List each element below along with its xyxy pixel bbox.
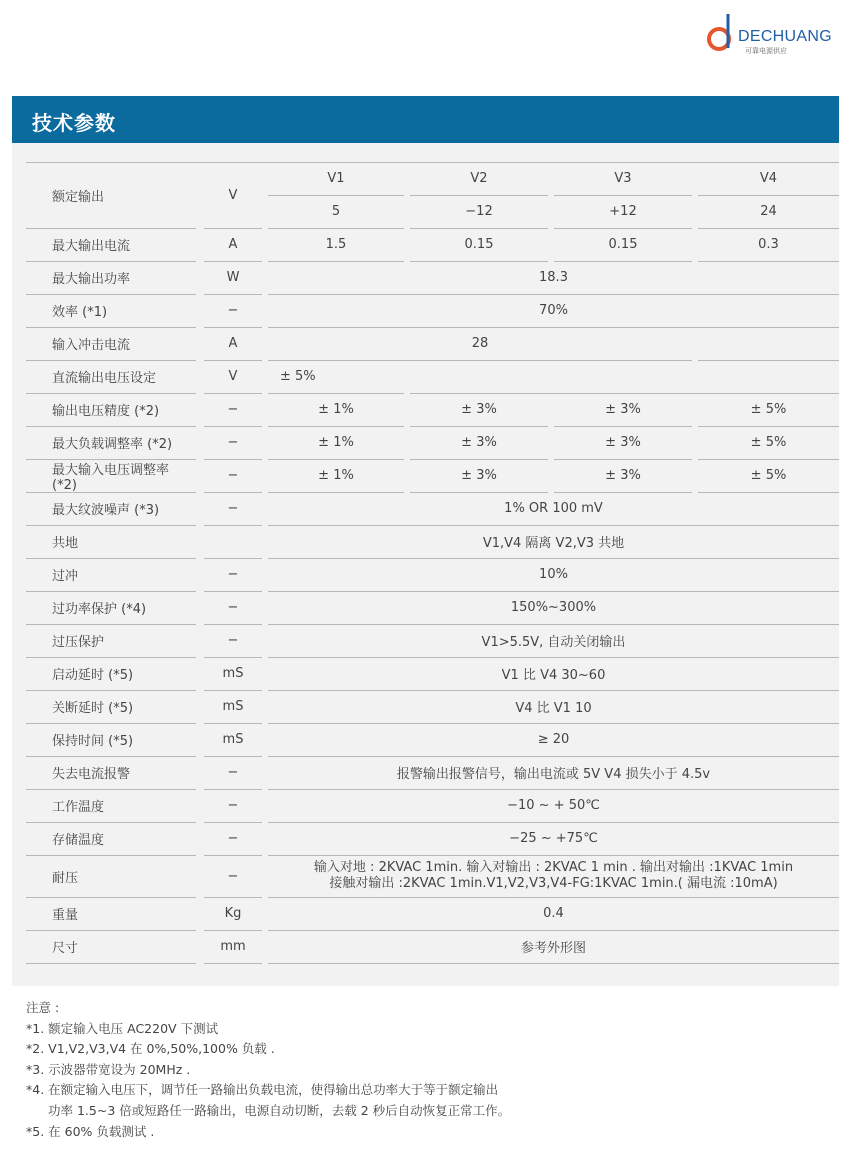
row-label: 过压保护 xyxy=(52,635,105,650)
value-cell: ± 5% xyxy=(750,402,787,417)
value-cell: ± 1% xyxy=(318,435,354,450)
row-unit: Kg xyxy=(224,906,242,921)
value-span: V4 比 V1 10 xyxy=(515,701,592,716)
row-unit: − xyxy=(227,798,239,813)
row-unit: mS xyxy=(222,699,244,714)
row-unit: − xyxy=(227,765,239,780)
value-span: ≥ 20 xyxy=(537,732,570,747)
row-unit: − xyxy=(227,402,239,417)
row-label: 共地 xyxy=(52,536,79,551)
section-header xyxy=(12,96,839,143)
row-label: 保持时间 (*5) xyxy=(52,734,134,749)
row-unit: W xyxy=(226,270,240,285)
value-cell: 0.3 xyxy=(758,237,779,252)
row-label: 最大输出功率 xyxy=(52,272,131,287)
value-span: 报警输出报警信号，输出电流或 5V V4 损失小于 4.5v xyxy=(396,767,711,782)
rated-voltage-value: +12 xyxy=(609,204,637,219)
spec-table xyxy=(12,143,839,986)
value-cell: ± 3% xyxy=(461,468,497,483)
value-cell: ± 5% xyxy=(750,435,787,450)
row-unit: − xyxy=(227,435,239,450)
row-label: 存储温度 xyxy=(52,833,105,848)
row-label: 输入冲击电流 xyxy=(52,338,131,353)
channel-header: V2 xyxy=(470,171,488,186)
channel-header: V4 xyxy=(759,171,778,186)
value-span: 0.4 xyxy=(543,906,564,921)
note-item: *2. V1,V2,V3,V4 在 0%,50%,100% 负载 . xyxy=(26,1041,275,1057)
value-cell: ± 3% xyxy=(461,402,497,417)
row-unit: A xyxy=(228,336,238,351)
logo-brand: DECHUANG xyxy=(738,28,832,45)
row-label: 过功率保护 (*4) xyxy=(52,602,147,617)
value-cell: ± 1% xyxy=(318,468,354,483)
note-item-continuation: 功率 1.5~3 倍或短路任一路输出，电源自动切断，去载 2 秒后自动恢复正常工作。 xyxy=(48,1102,511,1118)
row-unit: − xyxy=(227,831,239,846)
value-cell: ± 3% xyxy=(605,402,641,417)
subrow-divider xyxy=(698,195,839,196)
value-span: 1% OR 100 mV xyxy=(504,501,603,516)
row-unit: − xyxy=(227,501,239,516)
row-divider xyxy=(204,963,262,964)
subrow-divider xyxy=(268,195,404,196)
logo-tagline: 可靠电源供应 xyxy=(745,47,787,55)
value-cell: ± 5% xyxy=(750,468,787,483)
value-span: −25 ~ +75℃ xyxy=(509,831,598,846)
value-cell: 0.15 xyxy=(464,237,494,252)
value-span: V1,V4 隔离 V2,V3 共地 xyxy=(482,536,625,551)
row-label: 耐压 xyxy=(52,870,79,886)
row-label: 过冲 xyxy=(52,569,79,584)
row-unit: mS xyxy=(222,732,244,747)
row-label: 额定输出 xyxy=(52,189,105,205)
value-cell: ± 3% xyxy=(605,435,641,450)
channel-header: V3 xyxy=(614,171,632,186)
value-span: 70% xyxy=(539,303,568,318)
row-unit: V xyxy=(228,369,238,384)
subrow-divider xyxy=(554,195,692,196)
row-label: 效率 (*1) xyxy=(52,305,108,320)
row-label: 直流输出电压设定 xyxy=(52,371,157,386)
row-unit: mm xyxy=(220,939,246,954)
row-label: 最大纹波噪声 (*3) xyxy=(52,503,160,518)
row-unit: A xyxy=(228,237,238,252)
row-label: 尺寸 xyxy=(52,941,79,956)
row-label: 工作温度 xyxy=(52,800,105,815)
value-cell: 1.5 xyxy=(325,237,347,252)
notes xyxy=(26,998,510,1142)
section-title: 技术参数 xyxy=(32,111,116,135)
channel-header: V1 xyxy=(327,171,345,186)
rated-voltage-value: −12 xyxy=(465,204,493,219)
value-span: 28 xyxy=(471,336,489,351)
value-span: V1>5.5V, 自动关闭输出 xyxy=(481,635,626,650)
value-span: 10% xyxy=(539,567,568,582)
value-span: V1 比 V4 30~60 xyxy=(501,668,606,683)
rated-voltage-value: 5 xyxy=(331,204,341,219)
note-item: *3. 示波器带宽设为 20MHz . xyxy=(26,1061,191,1077)
value-span-multiline: 输入对地 : 2KVAC 1min. 输入对输出 : 2KVAC 1 min . 输出对输出 :1KVAC 1min 接触对输出 :2KVAC 1min.V1,V2,V3,V4-FG:1KVAC 1min.( 漏电流 :10mA) xyxy=(313,860,794,891)
row-label: 关断延时 (*5) xyxy=(52,701,134,716)
row-unit: − xyxy=(227,468,239,483)
row-unit: − xyxy=(227,633,239,648)
value-cell: 0.15 xyxy=(608,237,638,252)
note-item: *4. 在额定输入电压下，调节任一路输出负载电流，使得输出总功率大于等于额定输出 xyxy=(26,1082,499,1098)
row-label: 失去电流报警 xyxy=(52,767,131,782)
row-unit: − xyxy=(227,868,239,884)
note-item: *1. 额定输入电压 AC220V 下测试 xyxy=(26,1020,219,1036)
value-span: 参考外形图 xyxy=(520,941,586,956)
rated-voltage-value: 24 xyxy=(760,204,777,219)
value-cell: ± 1% xyxy=(318,402,354,417)
value-cell: ± 3% xyxy=(461,435,497,450)
note-item: *5. 在 60% 负载测试 . xyxy=(26,1123,155,1139)
row-divider xyxy=(698,360,839,361)
row-unit xyxy=(204,525,262,558)
value-span: 18.3 xyxy=(539,270,568,285)
subrow-divider xyxy=(410,195,548,196)
row-unit: mS xyxy=(222,666,244,681)
row-unit: V xyxy=(228,187,238,203)
row-label: 最大负载调整率 (*2) xyxy=(52,437,173,452)
row-label: 最大输入电压调整率 (*2) xyxy=(52,462,170,493)
row-label: 重量 xyxy=(52,908,79,923)
row-unit: − xyxy=(227,303,239,318)
row-label: 启动延时 (*5) xyxy=(52,668,134,683)
value-cell: ± 5% xyxy=(280,369,316,384)
row-unit: − xyxy=(227,567,239,582)
value-span: −10 ~ + 50℃ xyxy=(507,798,600,813)
notes-title: 注意 : xyxy=(26,1000,60,1015)
row-divider xyxy=(268,963,839,964)
row-divider xyxy=(26,963,196,964)
value-span: 150%~300% xyxy=(510,600,597,615)
row-label: 最大输出电流 xyxy=(52,239,131,254)
value-cell: ± 3% xyxy=(605,468,641,483)
row-unit: − xyxy=(227,600,239,615)
row-label: 输出电压精度 (*2) xyxy=(52,404,160,419)
spec-table-panel xyxy=(12,143,839,986)
